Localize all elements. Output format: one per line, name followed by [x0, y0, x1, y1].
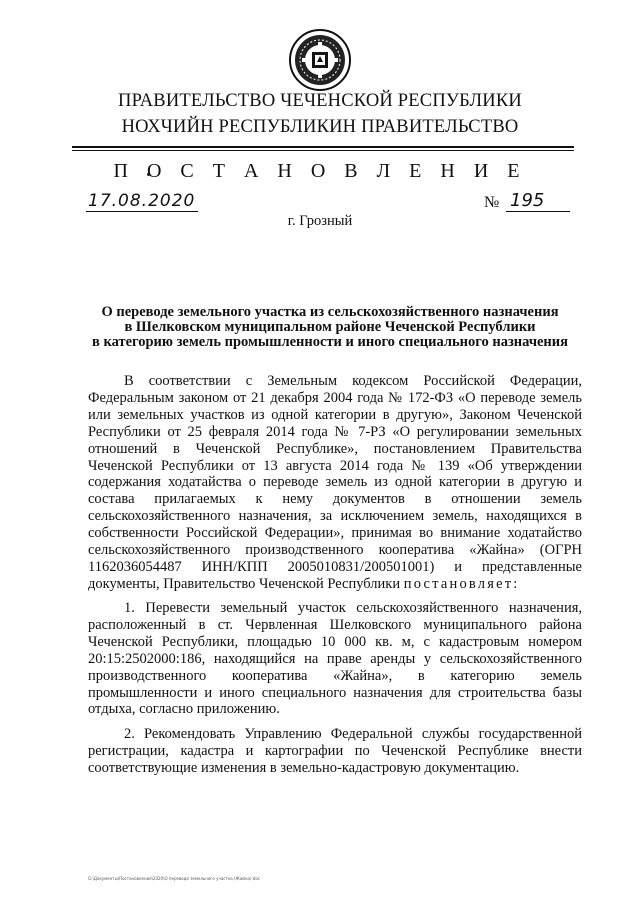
city: г. Грозный [287, 213, 353, 229]
body-paragraph-preamble [88, 373, 582, 593]
subject-line: О переводе земельного участка из сельскохозяйственного назначения [101, 304, 559, 320]
header-rule-thin [72, 150, 574, 151]
body-paragraph-2: 2. Рекомендовать Управлению Федеральной службы государственной регистрации, кадастра и картографии по Чеченской Республике внести соответствующие изменения в земельно-кадастровую документацию. [88, 726, 582, 776]
government-title-ru: ПРАВИТЕЛЬСТВО ЧЕЧЕНСКОЙ РЕСПУБЛИКИ [118, 91, 522, 111]
body-paragraph-1: 1. Перевести земельный участок сельскохозяйственного назначения, расположенный в ст. Червленная Шелковского муниципального района Чеченской Республики, площадью 10 000 кв. м, с кадастровым номером 20:15:2502000:186, находящийся на праве аренды у сельскохозяйственного производственного кооператива «Жайна», в категорию земель промышленности и иного специального назначения для строительства базы отдыха, согласно приложению. [88, 600, 582, 718]
number-sign: № [484, 194, 500, 211]
government-title-ce: НОХЧИЙН РЕСПУБЛИКИН ПРАВИТЕЛЬСТВО [121, 117, 519, 137]
subject-line: в категорию земель промышленности и иного специального назначения [91, 334, 568, 350]
header-rule-thick [72, 146, 574, 148]
decree-word: постановляет: [403, 575, 520, 592]
number-underline [506, 211, 570, 212]
preamble-text: В соответствии с Земельным кодексом Российской Федерации, Федеральным законом от 21 декабря 2004 года № 172-ФЗ «О переводе земель или земельных участков из одной категории в другую», Законом Чеченской Республики от 25 февраля 2014 года № 7-РЗ «О регулировании земельных отношений в Чеченской Республике», постановлением Правительства Чеченской Республики от 13 августа 2014 года № 139 «Об утверждении содержания ходатайства о переводе земель из одной категории в другую и состава прилагаемых к нему документов в отношении земель сельскохозяйственного назначения, за исключением земель, находящихся в собственности Российской Федерации», принимая во внимание ходатайство сельскохозяйственного производственного кооператива «Жайна» (ОГРН 1162036054487 ИНН/КПП 2005010831/200501001) и представленные документы, Правительство Чеченской Республики [88, 373, 582, 592]
chechen-republic-emblem-icon [288, 28, 352, 92]
subject-line: в Шелковском муниципальном районе Чеченской Республики [124, 319, 536, 335]
document-date: 17.08.2020 [88, 191, 196, 211]
footer-file-path: G:\Документы\Постановления\2020\О переводе земельного участка (Жайна).doc [88, 876, 260, 881]
document-type: П О С Т А Н О В Л Е Н И Е [113, 160, 527, 182]
document-subject [70, 305, 590, 350]
date-underline [86, 211, 198, 212]
document-number: 195 [510, 190, 545, 211]
